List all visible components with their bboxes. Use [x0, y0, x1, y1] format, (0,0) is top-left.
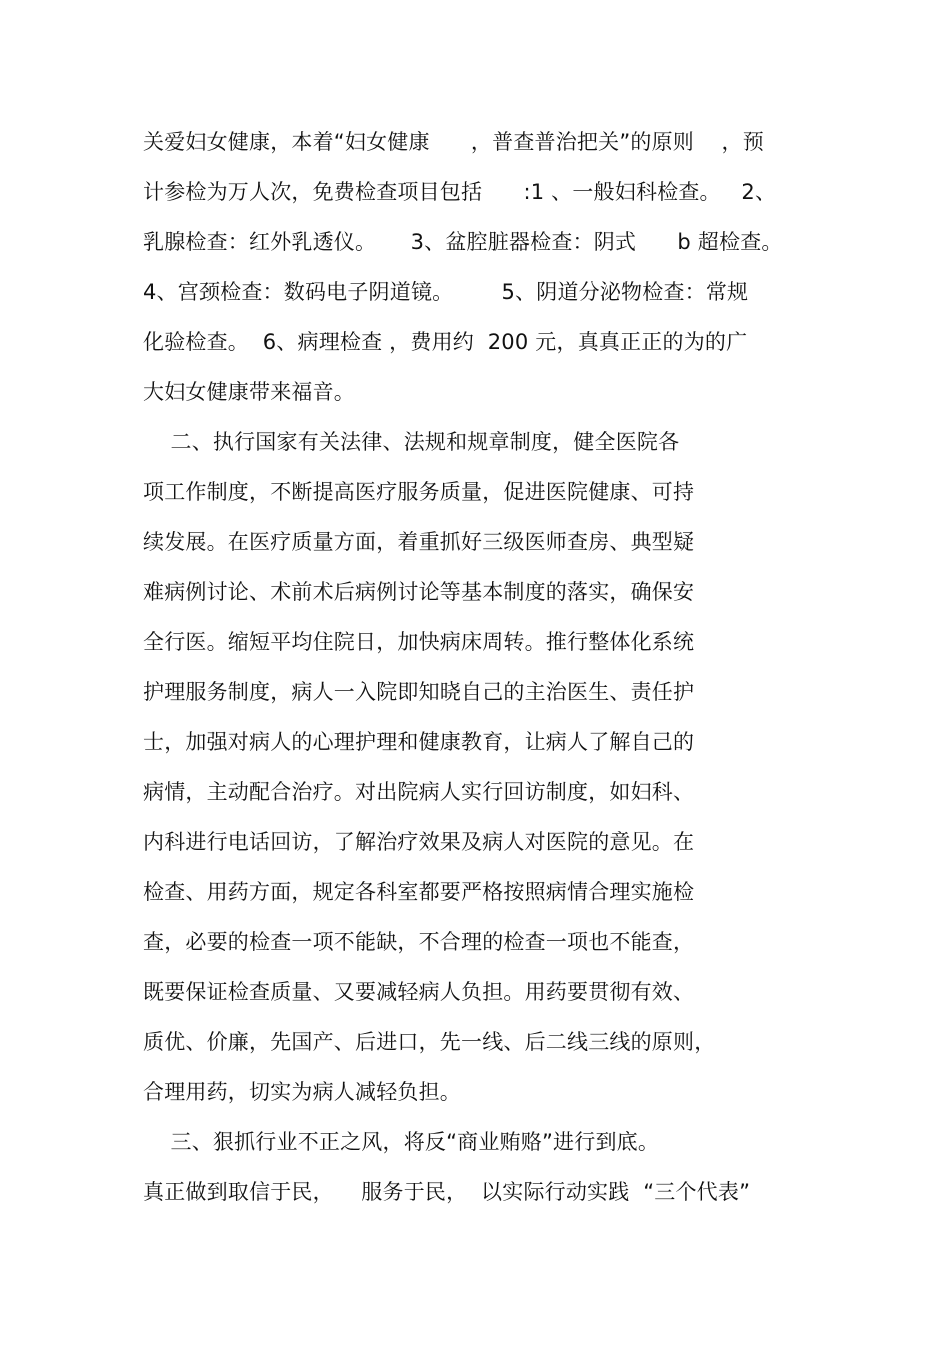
text-line: 查，必要的检查一项不能缺，不合理的检查一项也不能查，: [143, 930, 695, 954]
text-line: 二、执行国家有关法律、法规和规章制度，健全医院各: [143, 430, 680, 454]
text-line: 乳腺检查：红外乳透仪。 3、盆腔脏器检查：阴式 b 超检查。: [143, 230, 783, 254]
text-line: 化验检查。 6、病理检查 ，费用约 200 元，真真正正的为的广: [143, 330, 748, 354]
text-line: 关爱妇女健康，本着“妇女健康 ，普查普治把关”的原则 ，预: [143, 130, 764, 154]
text-line: 病情，主动配合治疗。对出院病人实行回访制度，如妇科、: [143, 780, 695, 804]
text-line: 续发展。在医疗质量方面，着重抓好三级医师查房、典型疑: [143, 530, 695, 554]
text-line: 难病例讨论、术前术后病例讨论等基本制度的落实，确保安: [143, 580, 695, 604]
text-line: 4、宫颈检查：数码电子阴道镜。 5、阴道分泌物检查：常规: [143, 280, 749, 304]
text-line: 护理服务制度，病人一入院即知晓自己的主治医生、责任护: [143, 680, 695, 704]
text-line: 大妇女健康带来福音。: [143, 380, 355, 404]
text-line: 真正做到取信于民， 服务于民， 以实际行动实践 “三个代表”: [143, 1180, 751, 1204]
text-line: 合理用药，切实为病人减轻负担。: [143, 1080, 461, 1104]
text-line: 既要保证检查质量、又要减轻病人负担。用药要贯彻有效、: [143, 980, 695, 1004]
text-line: 计参检为万人次，免费检查项目包括 :1 、一般妇科检查。 2、: [143, 180, 777, 204]
text-line: 质优、价廉，先国产、后进口，先一线、后二线三线的原则，: [143, 1030, 716, 1054]
text-line: 检查、用药方面，规定各科室都要严格按照病情合理实施检: [143, 880, 695, 904]
text-line: 项工作制度，不断提高医疗服务质量，促进医院健康、可持: [143, 480, 695, 504]
text-line: 内科进行电话回访，了解治疗效果及病人对医院的意见。在: [143, 830, 695, 854]
text-line: 全行医。缩短平均住院日，加快病床周转。推行整体化系统: [143, 630, 695, 654]
text-line: 三、狠抓行业不正之风，将反“商业贿赂”进行到底。: [143, 1130, 660, 1154]
text-line: 士，加强对病人的心理护理和健康教育，让病人了解自己的: [143, 730, 695, 754]
